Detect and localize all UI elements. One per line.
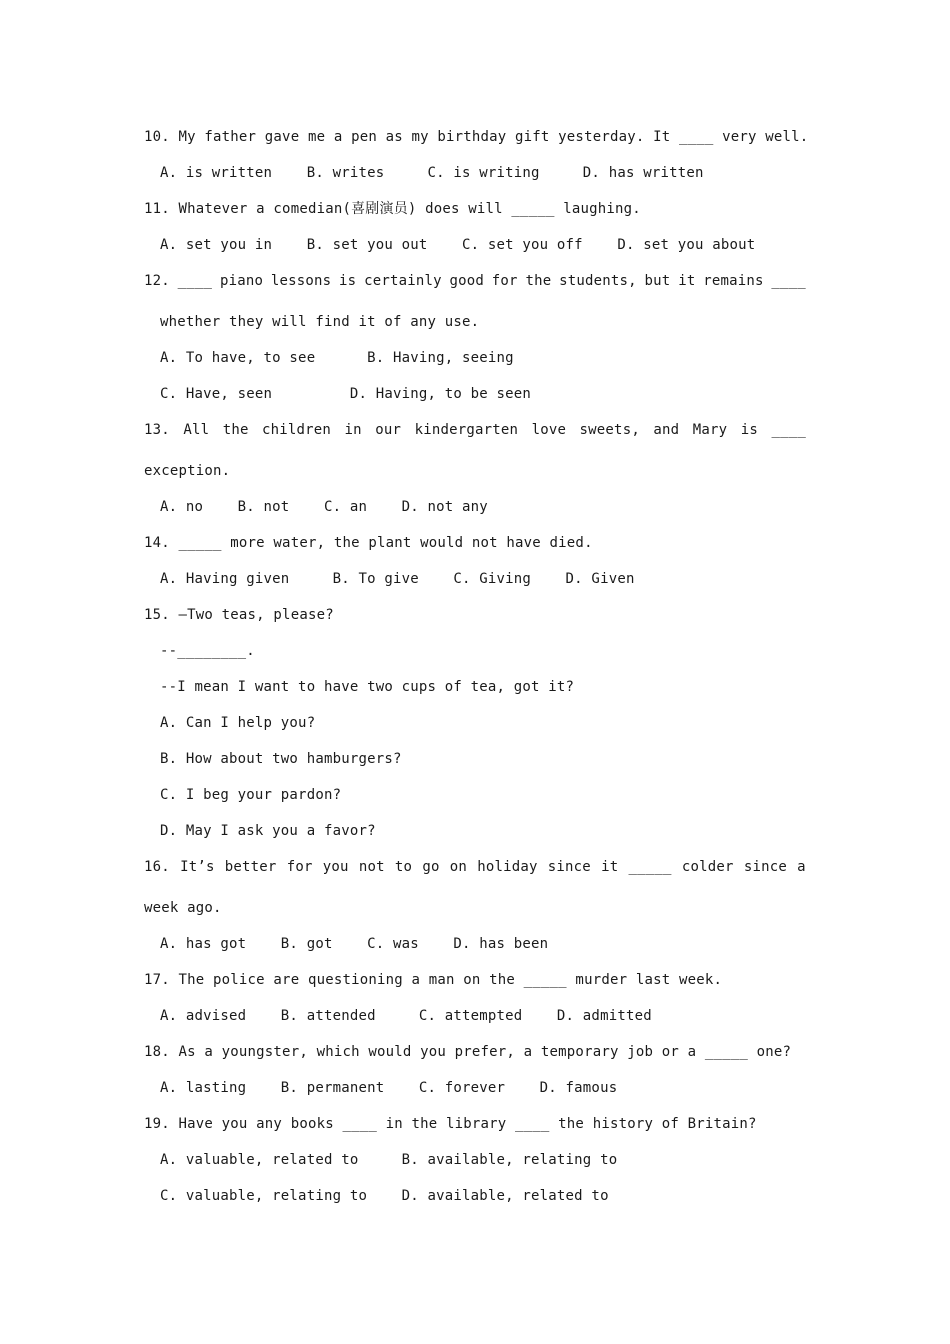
question-19-options-line-1: A. valuable, related to B. available, relating to	[160, 1152, 618, 1168]
stem-word: ____	[771, 273, 806, 289]
question-12-stem	[144, 272, 806, 290]
stem-word: since	[743, 859, 787, 875]
question-16-stem	[144, 858, 806, 876]
stem-word: holiday	[477, 859, 538, 875]
stem-word: for	[491, 273, 518, 289]
stem-word: remains	[703, 273, 764, 289]
stem-word: ____	[771, 422, 806, 438]
question-11-options: A. set you in B. set you out C. set you off D. set you about	[160, 237, 756, 253]
question-18-options: A. lasting B. permanent C. forever D. famous	[160, 1080, 618, 1096]
question-13-stem	[144, 421, 806, 439]
question-12-stem-continued: whether they will find it of any use.	[160, 314, 480, 330]
question-16-stem-continued: week ago.	[144, 900, 222, 916]
stem-word: is	[339, 273, 357, 289]
question-15-dialog-reply: --I mean I want to have two cups of tea, got it?	[160, 679, 575, 695]
stem-word: children	[262, 422, 332, 438]
stem-word: it	[601, 859, 619, 875]
stem-word: not	[358, 859, 385, 875]
question-12-options-line-1: A. To have, to see B. Having, seeing	[160, 350, 514, 366]
question-14-stem: 14. _____ more water, the plant would not have died.	[144, 535, 593, 551]
question-13-stem-continued: exception.	[144, 463, 231, 479]
stem-word: on	[449, 859, 468, 875]
stem-word: the	[222, 422, 249, 438]
stem-word: _____	[628, 859, 672, 875]
stem-word: for	[286, 859, 313, 875]
question-13-options: A. no B. not C. an D. not any	[160, 499, 488, 515]
stem-word: in	[344, 422, 362, 438]
stem-word: Mary	[692, 422, 728, 438]
stem-word: 13.	[144, 422, 170, 438]
stem-word: is	[740, 422, 758, 438]
stem-word: love	[531, 422, 567, 438]
question-18-stem: 18. As a youngster, which would you prefer, a temporary job or a _____ one?	[144, 1044, 792, 1060]
stem-word: but	[644, 273, 671, 289]
question-19-options-line-2: C. valuable, relating to D. available, related to	[160, 1188, 609, 1204]
stem-word: lessons	[270, 273, 332, 289]
stem-word: It’s	[180, 859, 215, 875]
question-15-option-b: B. How about two hamburgers?	[160, 751, 402, 767]
stem-word: the	[525, 273, 552, 289]
stem-word: better	[224, 859, 277, 875]
stem-word: go	[422, 859, 440, 875]
stem-word: sweets,	[579, 422, 640, 438]
question-15-option-d: D. May I ask you a favor?	[160, 823, 376, 839]
stem-word: a	[797, 859, 806, 875]
stem-word: colder	[681, 859, 734, 875]
stem-word: ____	[177, 273, 213, 289]
stem-word: it	[678, 273, 696, 289]
question-15-option-a: A. Can I help you?	[160, 715, 316, 731]
stem-word: since	[547, 859, 591, 875]
stem-word: 12.	[144, 273, 170, 289]
stem-word: you	[322, 859, 349, 875]
question-19-stem: 19. Have you any books ____ in the library ____ the history of Britain?	[144, 1116, 757, 1132]
question-10-stem: 10. My father gave me a pen as my birthday gift yesterday. It ____ very well.	[144, 129, 809, 145]
stem-word: students,	[559, 273, 637, 289]
question-14-options: A. Having given B. To give C. Giving D. Given	[160, 571, 635, 587]
question-12-options-line-2: C. Have, seen D. Having, to be seen	[160, 386, 532, 402]
stem-word: 16.	[144, 859, 170, 875]
stem-word: All	[183, 422, 210, 438]
question-15-stem: 15. –Two teas, please?	[144, 607, 334, 623]
stem-word: piano	[219, 273, 264, 289]
question-10-options: A. is written B. writes C. is writing D. has written	[160, 165, 704, 181]
stem-word: certainly	[364, 273, 442, 289]
question-15-dialog-blank: --________.	[160, 643, 255, 659]
stem-word: and	[653, 422, 680, 438]
question-17-options: A. advised B. attended C. attempted D. admitted	[160, 1008, 652, 1024]
question-11-stem: 11. Whatever a comedian(喜剧演员) does will _____ laughing.	[144, 201, 641, 217]
stem-word: to	[394, 859, 413, 875]
stem-word: kindergarten	[414, 422, 519, 438]
question-17-stem: 17. The police are questioning a man on the _____ murder last week.	[144, 972, 723, 988]
question-16-options: A. has got B. got C. was D. has been	[160, 936, 549, 952]
stem-word: our	[375, 422, 402, 438]
stem-word: good	[449, 273, 485, 289]
question-15-option-c: C. I beg your pardon?	[160, 787, 342, 803]
